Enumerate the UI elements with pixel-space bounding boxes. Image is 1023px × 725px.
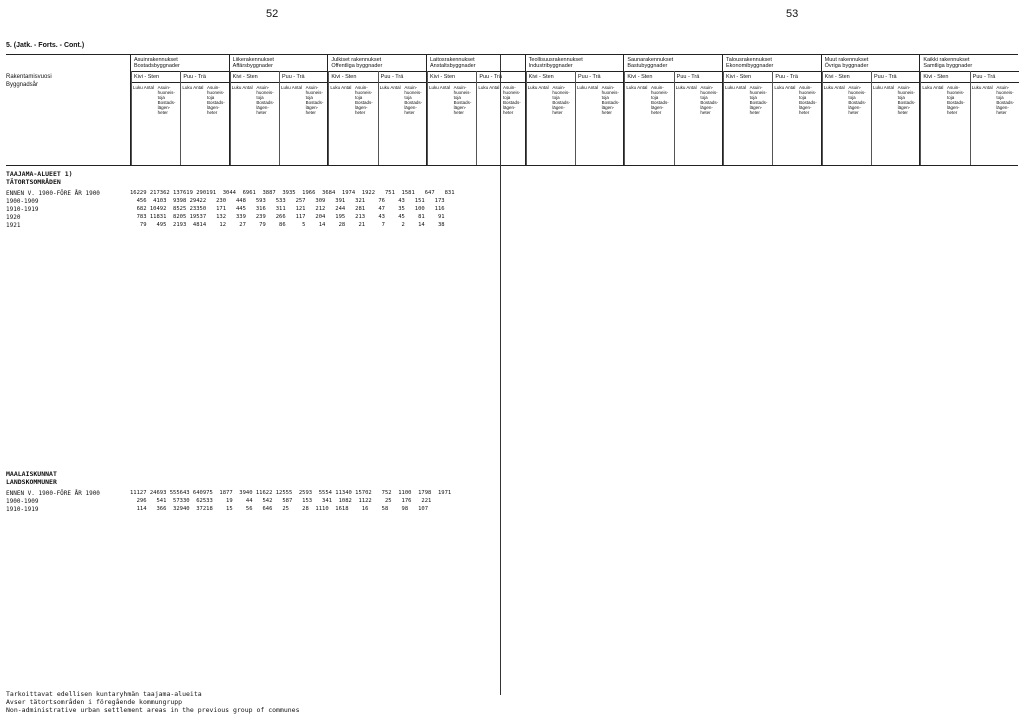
header-leaf-count: Luku Antal: [872, 85, 895, 90]
footnote-sv: Avser tätortsområden i föregående kommungrupp: [6, 698, 183, 706]
header-sub-title: Kivi - Sten: [132, 71, 180, 83]
row-values: 783 11831 8205 19537 132 339 239 266 117 204 195 213 43 45 81 91: [130, 214, 445, 220]
header-sub-title: Puu - Trä: [477, 71, 525, 83]
header-group-title: [723, 55, 821, 71]
header-sub-wood: [871, 71, 920, 165]
header-group-title-fi: Asuinrakennukset: [134, 57, 178, 63]
row-values: 11127 24693 555643 640975 1877 3940 11622 12555 2593 5554 11340 15702 752 1100 1798 1971: [130, 490, 452, 496]
header-group-title-sv: Industribyggnader: [528, 63, 573, 69]
section-title-rural: MAALAISKUNNAT: [6, 470, 57, 478]
header-leaf-count: Luku Antal: [971, 85, 993, 90]
header-leaf-dwellings: Asuin-huoneis-toja Bostads-lägen-heter: [157, 85, 176, 115]
header-leaf-dwellings: Asuin-huoneis-toja Bostads-lägen-heter: [749, 85, 768, 115]
header-group-title: [427, 55, 525, 71]
header-group-title: [822, 55, 920, 71]
header-leaf-count: Luku Antal: [725, 85, 747, 90]
header-sub-title: Kivi - Sten: [527, 71, 575, 83]
header-leaf-count: Luku Antal: [626, 85, 648, 90]
column-header: [130, 55, 1018, 165]
header-group: [821, 55, 920, 165]
header-sub-wood: [674, 71, 723, 165]
header-sub-title: Kivi - Sten: [921, 71, 969, 83]
header-sub-title: Puu - Trä: [872, 71, 920, 83]
header-leaf-dwellings: Asuin-huoneis-toja Bostads-lägen-heter: [650, 85, 669, 115]
header-leaf-count: Luku Antal: [576, 85, 599, 90]
header-leaf-dwellings: Asuin-huoneis-toja Bostads-lägen-heter: [404, 85, 423, 115]
header-leaf-dwellings: Asuin-huoneis-toja Bostads-lägen-heter: [256, 85, 275, 115]
header-leaf-dwellings: Asuin-huoneis-toja Bostads-lägen-heter: [206, 85, 225, 115]
page-gutter: [500, 55, 501, 695]
header-leaf-dwellings: Asuin-huoneis-toja Bostads-lägen-heter: [502, 85, 521, 115]
row-label: 1920: [6, 214, 21, 221]
header-group-title-fi: Talousrakennukset: [726, 57, 772, 63]
header-group: [919, 55, 1018, 165]
row-values: 456 4103 9398 29422 230 448 593 533 257 309 391 321 76 43 151 173: [130, 198, 445, 204]
header-group-title-sv: Anstaltsbyggnader: [430, 63, 476, 69]
header-sub-title: Kivi - Sten: [625, 71, 673, 83]
header-leaf-count: Luku Antal: [774, 85, 796, 90]
header-group-title-fi: Saunarakennukset: [627, 57, 674, 63]
header-sub-title: Kivi - Sten: [724, 71, 772, 83]
header-sub-title: Puu - Trä: [181, 71, 229, 83]
section-title-urban: TAAJAMA-ALUEET 1): [6, 170, 73, 178]
header-leaf-count: Luku Antal: [922, 85, 944, 90]
header-sub-wood: [378, 71, 427, 165]
header-sub-stone: [131, 71, 180, 165]
row-values: 682 10492 8525 23350 171 445 316 311 121 212 244 281 47 35 100 116: [130, 206, 445, 212]
page-number-left: 52: [266, 8, 279, 20]
stub-label-sv: Byggnadsår: [6, 82, 39, 88]
header-sub-stone: [526, 71, 575, 165]
row-label: ENNEN V. 1900-FÖRE ÅR 1900: [6, 190, 100, 197]
header-leaf-dwellings: Asuin-huoneis-toja Bostads-lägen-heter: [798, 85, 817, 115]
header-group-title-fi: Laitosrakennukset: [430, 57, 475, 63]
row-label: 1900-1909: [6, 198, 39, 205]
header-group-title-sv: Samtliga byggnader: [923, 63, 973, 69]
header-group-title: [328, 55, 426, 71]
header-sub-title: Puu - Trä: [773, 71, 821, 83]
header-leaf-count: Luku Antal: [527, 85, 549, 90]
header-leaf-dwellings: Asuin-huoneis-toja Bostads-lägen-heter: [897, 85, 916, 115]
header-sub-wood: [772, 71, 821, 165]
row-label: ENNEN V. 1900-FÖRE ÅR 1900: [6, 490, 100, 497]
header-group-title-sv: Bastubyggnader: [627, 63, 668, 69]
header-group-title-sv: Ekonomibyggnader: [726, 63, 774, 69]
header-sub-wood: [279, 71, 328, 165]
header-leaf-dwellings: Asuin-huoneis-toja Bostads-lägen-heter: [601, 85, 620, 115]
header-group-title: [230, 55, 328, 71]
header-sub-title: Kivi - Sten: [231, 71, 279, 83]
row-values: 16229 217362 137619 290191 3044 6961 3887 3935 1966 3684 1974 1922 751 1581 647 831: [130, 190, 455, 196]
header-group: [130, 55, 229, 165]
header-group-title: [624, 55, 722, 71]
header-sub-stone: [920, 71, 969, 165]
header-group-title: [920, 55, 1018, 71]
row-values: 296 541 57330 62533 19 44 542 587 153 341 1082 1122 25 176 221: [130, 498, 432, 504]
header-sub-title: Puu - Trä: [675, 71, 723, 83]
header-group-title-sv: Offentliga byggnader: [331, 63, 383, 69]
row-label: 1900-1909: [6, 498, 39, 505]
header-group-title-sv: Övriga byggnader: [824, 63, 869, 69]
header-sub-stone: [822, 71, 871, 165]
header-group-title-sv: Affärsbyggnader: [232, 63, 273, 69]
header-group-title-fi: Teollisuusrakennukset: [528, 57, 583, 63]
header-leaf-dwellings: Asuin-huoneis-toja Bostads-lägen-heter: [552, 85, 571, 115]
section-subtitle-urban: TÄTORTSOMRÅDEN: [6, 178, 61, 186]
header-group: [623, 55, 722, 165]
header-leaf-dwellings: Asuin-huoneis-toja Bostads-lägen-heter: [305, 85, 324, 115]
header-bottom-rule: [6, 165, 1018, 166]
header-group-title-fi: Liikerakennukset: [232, 57, 274, 63]
header-group-title-sv: Bostadsbyggnader: [134, 63, 180, 69]
page-number-right: 53: [786, 8, 799, 20]
header-group: [525, 55, 624, 165]
header-leaf-count: Luku Antal: [675, 85, 697, 90]
header-sub-wood: [180, 71, 229, 165]
header-leaf-count: Luku Antal: [231, 85, 253, 90]
row-label: 1921: [6, 222, 21, 229]
header-leaf-dwellings: Asuin-huoneis-toja Bostads-lägen-heter: [354, 85, 373, 115]
footnote-en: Non-administrative urban settlement areas in the previous group of communes: [6, 706, 300, 714]
header-sub-title: Puu - Trä: [576, 71, 624, 83]
header-leaf-count: Luku Antal: [823, 85, 845, 90]
header-sub-stone: [723, 71, 772, 165]
header-group-title: [131, 55, 229, 71]
header-group: [229, 55, 328, 165]
row-values: 114 366 32940 37218 15 56 646 25 28 1110 1618 16 58 98 107: [130, 506, 429, 512]
footnote-fi: Tarkoittavat edellisen kuntaryhmän taajama-alueita: [6, 690, 202, 698]
table-heading: 5. (Jatk. - Forts. - Cont.): [6, 42, 85, 49]
header-group-title-fi: Muut rakennukset: [824, 57, 869, 63]
header-sub-title: Puu - Trä: [971, 71, 1019, 83]
header-leaf-count: Luku Antal: [379, 85, 401, 90]
header-sub-title: Puu - Trä: [280, 71, 328, 83]
header-sub-stone: [624, 71, 673, 165]
header-leaf-count: Luku Antal: [478, 85, 500, 90]
header-leaf-count: Luku Antal: [280, 85, 303, 90]
row-label: 1910-1919: [6, 506, 39, 513]
header-sub-wood: [575, 71, 624, 165]
header-sub-wood: [970, 71, 1019, 165]
header-sub-title: Kivi - Sten: [823, 71, 871, 83]
header-leaf-count: Luku Antal: [182, 85, 204, 90]
header-leaf-count: Luku Antal: [133, 85, 155, 90]
header-sub-title: Kivi - Sten: [428, 71, 476, 83]
header-leaf-dwellings: Asuin-huoneis-toja Bostads-lägen-heter: [700, 85, 719, 115]
header-group: [426, 55, 525, 165]
header-sub-stone: [427, 71, 476, 165]
section-subtitle-rural: LANDSKOMMUNER: [6, 478, 57, 486]
header-leaf-count: Luku Antal: [330, 85, 352, 90]
header-group-title-fi: Kaikki rakennukset: [923, 57, 970, 63]
header-leaf-dwellings: Asuin-huoneis-toja Bostads-lägen-heter: [453, 85, 472, 115]
header-leaf-dwellings: Asuin-huoneis-toja Bostads-lägen-heter: [996, 85, 1015, 115]
row-label: 1910-1919: [6, 206, 39, 213]
stub-label-fi: Rakentamisvuosi: [6, 74, 52, 80]
header-group: [327, 55, 426, 165]
header-group-title-fi: Julkiset rakennukset: [331, 57, 382, 63]
header-leaf-count: Luku Antal: [429, 85, 451, 90]
header-group: [722, 55, 821, 165]
row-values: 79 495 2193 4814 12 27 79 86 5 14 28 21 7 2 14 38: [130, 222, 445, 228]
header-sub-stone: [230, 71, 279, 165]
header-sub-title: Kivi - Sten: [329, 71, 377, 83]
header-group-title: [526, 55, 624, 71]
header-sub-title: Puu - Trä: [379, 71, 427, 83]
header-sub-stone: [328, 71, 377, 165]
header-leaf-dwellings: Asuin-huoneis-toja Bostads-lägen-heter: [848, 85, 867, 115]
header-leaf-dwellings: Asuin-huoneis-toja Bostads-lägen-heter: [946, 85, 965, 115]
